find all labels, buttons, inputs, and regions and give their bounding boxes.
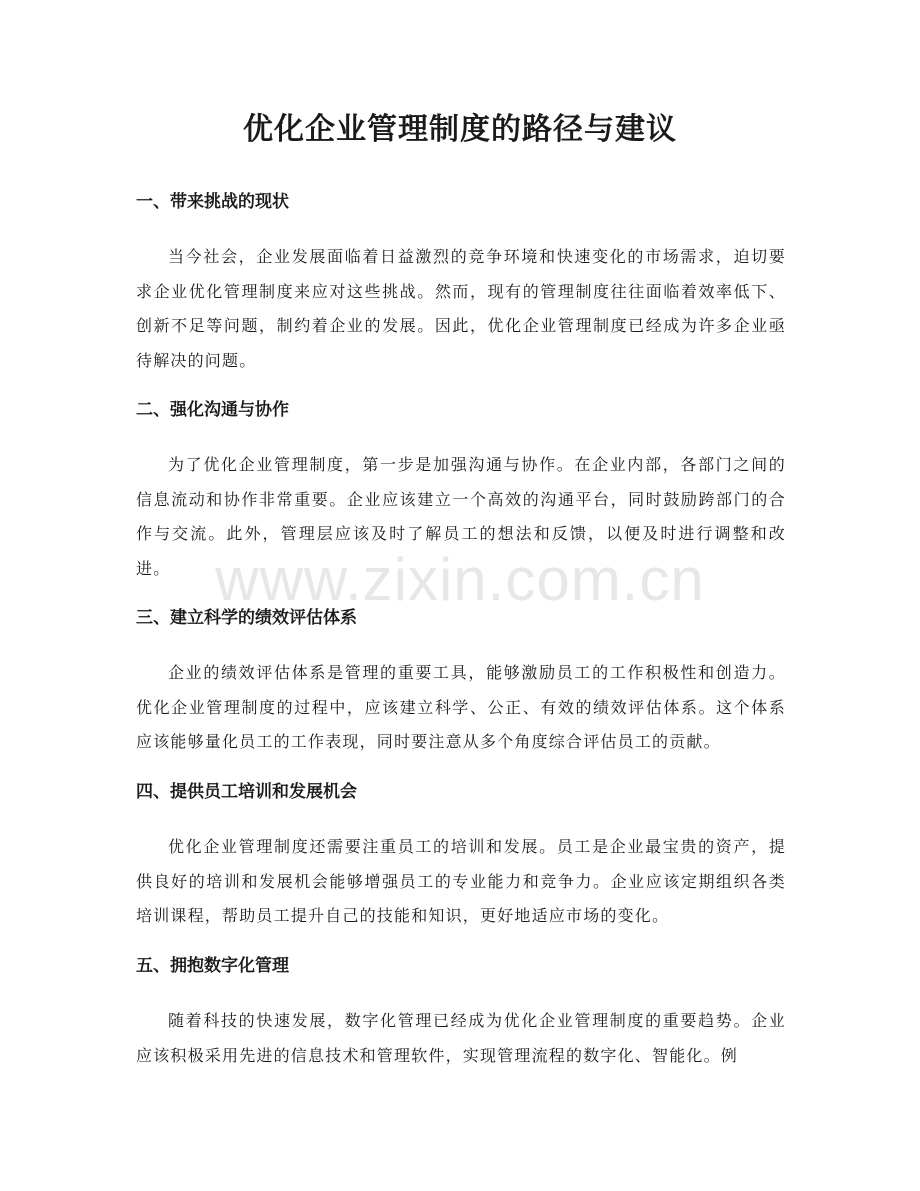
section-paragraph: 为了优化企业管理制度，第一步是加强沟通与协作。在企业内部，各部门之间的信息流动和协作非常重要。企业应该建立一个高效的沟通平台，同时鼓励跨部门的合作与交流。此外，管理层应该及时了解员工的想法和反馈，以便及时进行调整和改进。: [136, 455, 786, 578]
document-title: 优化企业管理制度的路径与建议: [243, 112, 677, 147]
section-paragraph: 企业的绩效评估体系是管理的重要工具，能够激励员工的工作积极性和创造力。优化企业管理制度的过程中，应该建立科学、公正、有效的绩效评估体系。这个体系应该能够量化员工的工作表现，同时要注意从多个角度综合评估员工的贡献。: [136, 663, 786, 751]
section-paragraph: 优化企业管理制度还需要注重员工的培训和发展。员工是企业最宝贵的资产，提供良好的培训和发展机会能够增强员工的专业能力和竞争力。企业应该定期组织各类培训课程，帮助员工提升自己的技能和知识，更好地适应市场的变化。: [136, 837, 786, 925]
section-heading: 五、拥抱数字化管理: [136, 956, 289, 976]
section-heading: 一、带来挑战的现状: [136, 192, 289, 212]
section-heading: 二、强化沟通与协作: [136, 400, 289, 420]
section-paragraph: 随着科技的快速发展，数字化管理已经成为优化企业管理制度的重要趋势。企业应该积极采用先进的信息技术和管理软件，实现管理流程的数字化、智能化。例: [136, 1011, 786, 1065]
section-1: [136, 190, 786, 378]
watermark-text: www.zixin.com.cn: [215, 546, 705, 613]
section-heading: 四、提供员工培训和发展机会: [136, 782, 357, 802]
section-2: [136, 398, 786, 586]
section-4: [136, 780, 786, 934]
section-heading: 三、建立科学的绩效评估体系: [136, 608, 357, 628]
section-5: [136, 954, 786, 1073]
section-3: [136, 606, 786, 760]
section-paragraph: 当今社会，企业发展面临着日益激烈的竞争环境和快速变化的市场需求，迫切要求企业优化管理制度来应对这些挑战。然而，现有的管理制度往往面临着效率低下、创新不足等问题，制约着企业的发展。因此，优化企业管理制度已经成为许多企业亟待解决的问题。: [136, 247, 786, 370]
